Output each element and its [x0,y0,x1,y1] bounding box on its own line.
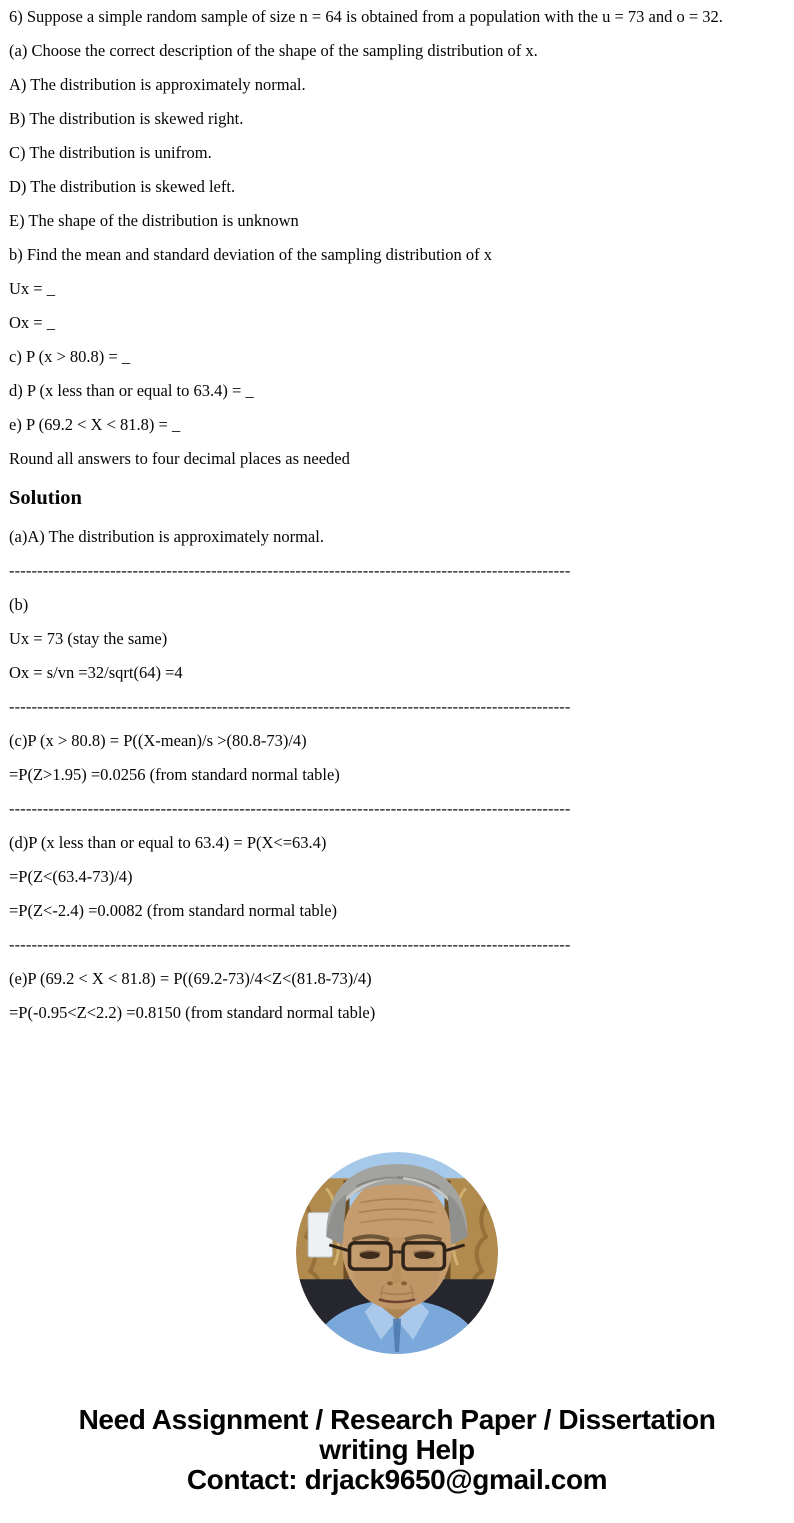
solution-heading: Solution [9,487,82,509]
question-part-c: c) P (x > 80.8) = _ [9,347,131,366]
rounding-note: Round all answers to four decimal places as needed [9,449,350,468]
solution-e-answer: =P(-0.95<Z<2.2) =0.8150 (from standard normal table) [9,1003,376,1022]
question-intro: 6) Suppose a simple random sample of size n = 64 is obtained from a population with the u = 73 and o = 32. [9,7,723,26]
solution-d-answer: =P(Z<-2.4) =0.0082 (from standard normal table) [9,901,338,920]
solution-c-answer: =P(Z>1.95) =0.0256 (from standard normal table) [9,765,340,784]
tutor-photo [296,1152,498,1354]
separator-line: ---------------------------------------------------------------------------------------------------- [9,561,571,580]
question-part-e: e) P (69.2 < X < 81.8) = _ [9,415,181,434]
question-part-b: b) Find the mean and standard deviation of the sampling distribution of x [9,245,492,264]
solution-b-label: (b) [9,595,29,614]
footer-ad-line2: writing Help [319,1434,475,1465]
solution-e-setup: (e)P (69.2 < X < 81.8) = P((69.2-73)/4<Z<(81.8-73)/4) [9,969,372,988]
blank-ux: Ux = _ [9,279,55,298]
option-e: E) The shape of the distribution is unknown [9,211,299,230]
question-part-a: (a) Choose the correct description of the shape of the sampling distribution of x. [9,41,538,60]
solution-c-setup: (c)P (x > 80.8) = P((X-mean)/s >(80.8-73)/4) [9,731,307,750]
footer-ad-line1: Need Assignment / Research Paper / Dissertation [78,1404,716,1435]
solution-a: (a)A) The distribution is approximately normal. [9,527,324,546]
blank-ox: Ox = _ [9,313,55,332]
option-c: C) The distribution is unifrom. [9,143,212,162]
solution-d-z: =P(Z<(63.4-73)/4) [9,867,133,886]
option-b: B) The distribution is skewed right. [9,109,244,128]
question-part-d: d) P (x less than or equal to 63.4) = _ [9,381,254,400]
solution-b-ux: Ux = 73 (stay the same) [9,629,168,648]
footer-ad [0,1405,794,1495]
separator-line: ---------------------------------------------------------------------------------------------------- [9,935,571,954]
footer-contact-email: Contact: drjack9650@gmail.com [186,1464,608,1495]
separator-line: ---------------------------------------------------------------------------------------------------- [9,799,571,818]
solution-b-ox: Ox = s/vn =32/sqrt(64) =4 [9,663,183,682]
solution-d-setup: (d)P (x less than or equal to 63.4) = P(X<=63.4) [9,833,327,852]
option-a: A) The distribution is approximately normal. [9,75,306,94]
separator-line: ---------------------------------------------------------------------------------------------------- [9,697,571,716]
option-d: D) The distribution is skewed left. [9,177,236,196]
tutor-avatar-image [296,1152,498,1354]
